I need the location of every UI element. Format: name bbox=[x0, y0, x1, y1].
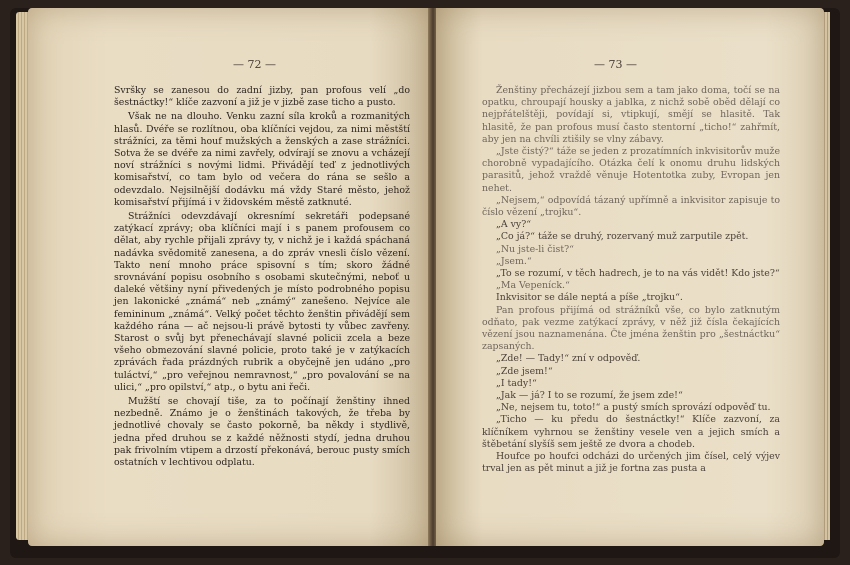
paragraph: Strážníci odevzdávají okresnímí sekretáři podepsané zatýkací zprávy; oba klíčníci mají i s panem profousem co dělat, aby rychle přijali zprávy ty, v nichž je i každá spáchaná nadávka svědomitě zanesena, a do zpráv vnesli číslo vězení. Takto není mnoho práce spisovní s tím; skoro žádné srovnávání popisu osobního s osobami skutečnými, neboť u daleké většiny nyní přivedených je místo podrobného popisu jen lakonické „známá“ neb „známý“ zanešeno. Nejvíce ale femininum „známá“. Velký počet těchto ženštin přivádějí sem každého rána — ač nejsou-li právě bytosti ty vůbec zavřeny. Starost o svůj byt přenechávají slavné policii zcela a beze všeho obmezování slavné policie, proto také je v zatýkacích zprávách řada prázdných rubrik a obyčejně jen udáno „pro tuláctví,“ „pro veřejnou nemravnost,“ „pro povalování se na ulici,“ „pro opilství,“ atp., o bytu ani řeči. bbox=[114, 211, 410, 393]
paragraph: Houfce po houfci odcházi do určených jim čísel, celý výjev trval jen as pět minut a již je fortna zas pusta a bbox=[482, 451, 780, 475]
page-number: — 72 — bbox=[233, 58, 276, 71]
paragraph: „To se rozumí, v těch hadrech, je to na vás vidět! Kdo jste?“ bbox=[496, 268, 780, 280]
paragraph: „Ticho — ku předu do šestnáctky!“ Klíče zazvoní, za klíčníkem vyhrnou se ženštiny vesele ven a jejich smích a štěbetání slyšíš sem ještě ze dvora a chodeb. bbox=[482, 414, 780, 450]
paragraph: „Nu jste-li čist?“ bbox=[496, 243, 574, 255]
paragraph: Svršky se zanesou do zadní jizby, pan profous velí „do šestnáctky!“ klíče zazvoní a již je v jizbě zase ticho a pusto. bbox=[114, 85, 410, 109]
page-text bbox=[114, 85, 410, 469]
paragraph: „Co já?“ táže se druhý, rozervaný muž zarputile zpět. bbox=[496, 231, 749, 243]
right-page bbox=[436, 8, 824, 546]
page-text bbox=[482, 85, 780, 476]
paragraph: „I tady!“ bbox=[496, 377, 537, 389]
paragraph: „Zde jsem!“ bbox=[496, 365, 553, 377]
paragraph: Ženštiny přecházejí jizbou sem a tam jako doma, točí se na opatku, chroupají housky a jablka, z nichž sobě oběd dělají co nejpřátelštěji, povídají si, vtipkují, smějí se hlasitě. Tak hlasitě, že pan profous musí často stentorní „ticho!“ zahřmít, aby jen na chvíli ztišily se vlny zábavy. bbox=[482, 85, 780, 145]
paragraph: „Jsem.“ bbox=[496, 255, 532, 267]
paragraph: Inkvisitor se dále neptá a píše „trojku“. bbox=[496, 292, 683, 304]
left-page bbox=[28, 8, 430, 546]
paragraph: Pan profous přijímá od strážníků vše, co bylo zatknutým odňato, pak vezme zatýkací zprávy, v něž již čísla čekajících vězení jsou naznamenána. Čte jména ženštin pro „šestnáctku“ zapsaných. bbox=[482, 304, 780, 353]
paragraph: „Nejsem,“ odpovídá tázaný upřímně a inkvisitor zapisuje to číslo vězení „trojku“. bbox=[482, 194, 780, 219]
paragraph: „A vy?“ bbox=[496, 219, 532, 231]
page-number: — 73 — bbox=[594, 58, 637, 71]
paragraph: „Jste čistý?“ táže se jeden z prozatímních inkvisitorův muže chorobně vypadajícího. Otázka čelí k onomu druhu lidských parasitů, jehož vraždě věnuje Hotentotka zuby, Evropan jen nehet. bbox=[482, 146, 780, 194]
paragraph: „Zde! — Tady!“ zní v odpověď. bbox=[496, 353, 641, 365]
paragraph: Mužští se chovají tiše, za to počínají ženštiny ihned nezbedně. Známo je o ženštinách takových, že třeba by jednotlivé chovaly se často pokorně, ba někdy i stydlivě, jedna před druhou se z každé něžnosti stydí, jedna druhou pak frivolním vtipem a drzostí překonává, berouc pusty smích ostatních v lechtivou odplatu. bbox=[114, 396, 410, 469]
paragraph: Však ne na dlouho. Venku zazní síla kroků a rozmanitých hlasů. Dvéře se rozlítnou, oba klíčníci vejdou, za nimi městští strážníci, za těmi houf mužských a ženských a zase strážníci. Sotva že se dvéře za nimi zavřely, odvírají se znovu a vcházejí noví strážníci s novými lidmi. Přivádějí teď z jednotlivých komisařství, co tam bylo od večera do rána se sešlo a odevzdalo. Nejsilnější dodávku má vždy Staré město, jehož komisařství přijímá i v židovském městě zatknuté. bbox=[114, 111, 410, 208]
paragraph: „Ne, nejsem tu, toto!“ a pustý smích sprovází odpověď tu. bbox=[496, 402, 771, 414]
paragraph: „Jak — já? I to se rozumí, že jsem zde!“ bbox=[496, 390, 683, 402]
paragraph: „Ma Vepeníck.“ bbox=[496, 280, 570, 292]
